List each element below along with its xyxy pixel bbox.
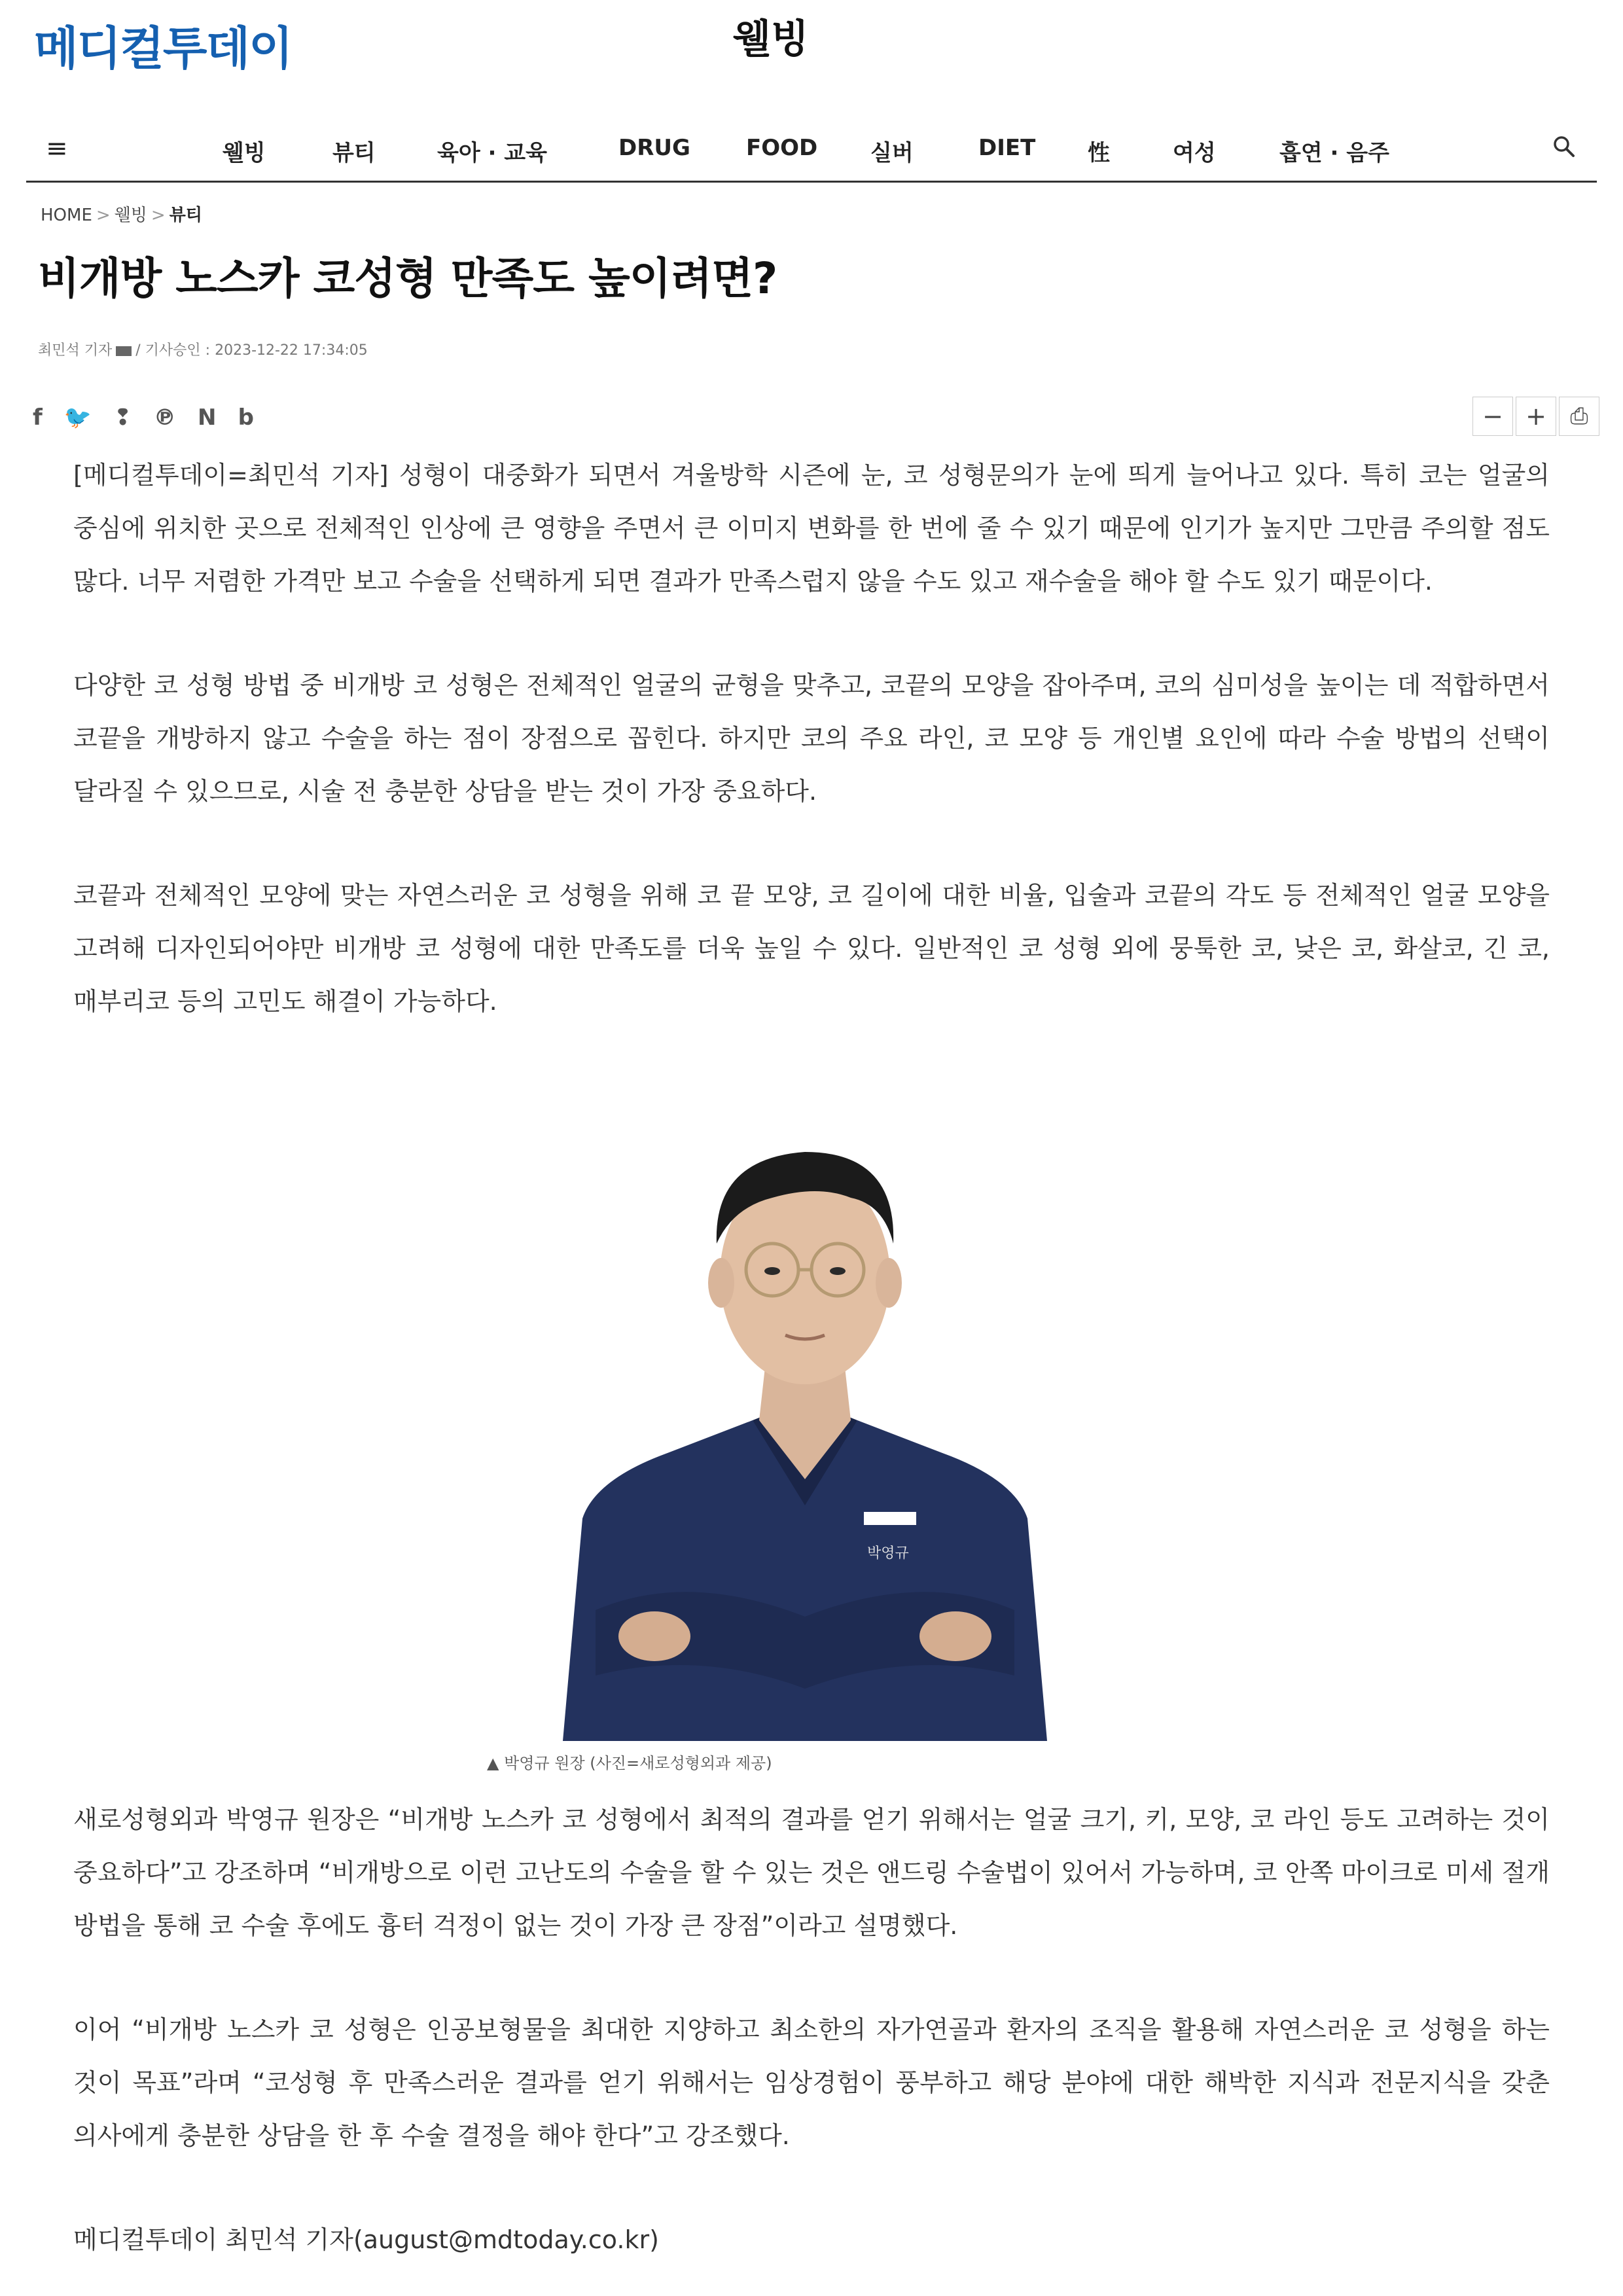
facebook-icon[interactable]: f <box>33 404 43 431</box>
site-logo[interactable]: 메디컬투데이 <box>34 22 292 75</box>
article-byline <box>38 339 368 359</box>
reporter-signature: 메디컬투데이 최민석 기자(august@mdtoday.co.kr) <box>73 2225 659 2254</box>
breadcrumb-separator: > <box>151 206 166 225</box>
naver-icon[interactable]: N <box>198 404 217 431</box>
search-icon[interactable] <box>1551 134 1577 160</box>
name-badge-text: 박영규 <box>867 1545 909 1562</box>
article-paragraph: 코끝과 전체적인 모양에 맞는 자연스러운 코 성형을 위해 코 끝 모양, 코 길이에 대한 비율, 입술과 코끝의 각도 등 전체적인 얼굴 모양을 고려해 디자인되어야만 비개방 코 성형에 대한 만족도를 더욱 높일 수 있다. 일반적인 코 성형 외에 뭉툭한 코, 낮은 코, 화살코, 긴 코, 매부리코 등의 고민도 해결이 가능하다. <box>73 881 1550 1016</box>
approved-date: / 기사승인 : 2023-12-22 17:34:05 <box>135 342 368 359</box>
article-paragraph: [메디컬투데이=최민석 기자] 성형이 대중화가 되면서 겨울방학 시즌에 눈, 코 성형문의가 눈에 띄게 늘어나고 있다. 특히 코는 얼굴의 중심에 위치한 곳으로 전체적인 인상에 큰 영향을 주면서 큰 이미지 변화를 한 번에 줄 수 있기 때문에 인기가 높지만 그만큼 주의할 점도 많다. 너무 저렴한 가격만 보고 수술을 선택하게 되면 결과가 만족스럽지 않을 수도 있고 재수술을 해야 할 수도 있기 때문이다. <box>73 461 1550 596</box>
nav-item-food[interactable]: FOOD <box>746 135 818 161</box>
breadcrumb <box>41 202 202 226</box>
section-title: 웰빙 <box>733 16 809 62</box>
font-increase-button[interactable]: + <box>1516 397 1556 436</box>
font-decrease-button[interactable]: − <box>1472 397 1513 436</box>
nav-item-women[interactable]: 여성 <box>1173 140 1216 166</box>
nav-item-wellbeing[interactable]: 웰빙 <box>223 140 266 166</box>
nav-item-beauty[interactable]: 뷰티 <box>332 140 376 166</box>
article-photo <box>556 1113 1054 1741</box>
hamburger-menu-icon[interactable]: ≡ <box>46 134 68 164</box>
article-tools <box>1470 397 1599 436</box>
nav-item-sex[interactable]: 性 <box>1088 140 1110 166</box>
breadcrumb-wellbeing[interactable]: 웰빙 <box>114 206 147 225</box>
band-icon[interactable]: b <box>238 404 254 431</box>
share-bar <box>33 404 272 444</box>
article-paragraph: 다양한 코 성형 방법 중 비개방 코 성형은 전체적인 얼굴의 균형을 맞추고, 코끝의 모양을 잡아주며, 코의 심미성을 높이는 데 적합하면서 코끝을 개방하지 않고 수술을 하는 점이 장점으로 꼽힌다. 하지만 코의 주요 라인, 코 모양 등 개인별 요인에 따라 수술 방법의 선택이 달라질 수 있으므로, 시술 전 충분한 상담을 받는 것이 가장 중요하다. <box>73 671 1550 806</box>
reporter-name[interactable]: 최민석 기자 <box>38 342 113 359</box>
photo-caption: ▲ 박영규 원장 (사진=새로성형외과 제공) <box>487 1754 772 1772</box>
nav-item-diet[interactable]: DIET <box>978 135 1036 161</box>
breadcrumb-separator: > <box>96 206 111 225</box>
mail-icon[interactable] <box>116 346 132 356</box>
article-paragraph: 새로성형외과 박영규 원장은 “비개방 노스카 코 성형에서 최적의 결과를 얻기 위해서는 얼굴 크기, 키, 모양, 코 라인 등도 고려하는 것이 중요하다”고 강조하며 “비개방으로 이런 고난도의 수술을 할 수 있는 것은 앤드링 수술법이 있어서 가능하며, 코 안쪽 마이크로 미세 절개 방법을 통해 코 수술 후에도 흉터 걱정이 없는 것이 가장 큰 장점”이라고 설명했다. <box>73 1805 1550 1940</box>
breadcrumb-current[interactable]: 뷰티 <box>169 206 202 225</box>
nav-item-silver[interactable]: 실버 <box>870 140 914 166</box>
print-button[interactable]: ⎙ <box>1559 397 1599 436</box>
nav-item-parenting-education[interactable]: 육아 · 교육 <box>437 140 547 166</box>
article-body-top <box>73 449 1550 1028</box>
article-title: 비개방 노스카 코성형 만족도 높이려면? <box>38 253 777 304</box>
twitter-icon[interactable]: 🐦 <box>63 404 92 431</box>
article-body-bottom <box>73 1793 1550 2267</box>
breadcrumb-home[interactable]: HOME <box>41 206 92 225</box>
kakaostory-icon[interactable]: ❢ <box>113 404 132 431</box>
nav-item-smoking-drinking[interactable]: 흡연 · 음주 <box>1279 140 1389 166</box>
main-nav <box>26 124 1597 183</box>
pinterest-icon[interactable]: ℗ <box>153 404 176 431</box>
nav-item-drug[interactable]: DRUG <box>618 135 690 161</box>
article-paragraph: 이어 “비개방 노스카 코 성형은 인공보형물을 최대한 지양하고 최소한의 자가연골과 환자의 조직을 활용해 자연스러운 코 성형을 하는 것이 목표”라며 “코성형 후 만족스러운 결과를 얻기 위해서는 임상경험이 풍부하고 해당 분야에 대한 해박한 지식과 전문지식을 갖춘 의사에게 충분한 상담을 한 후 수술 결정을 해야 한다”고 강조했다. <box>73 2015 1550 2150</box>
